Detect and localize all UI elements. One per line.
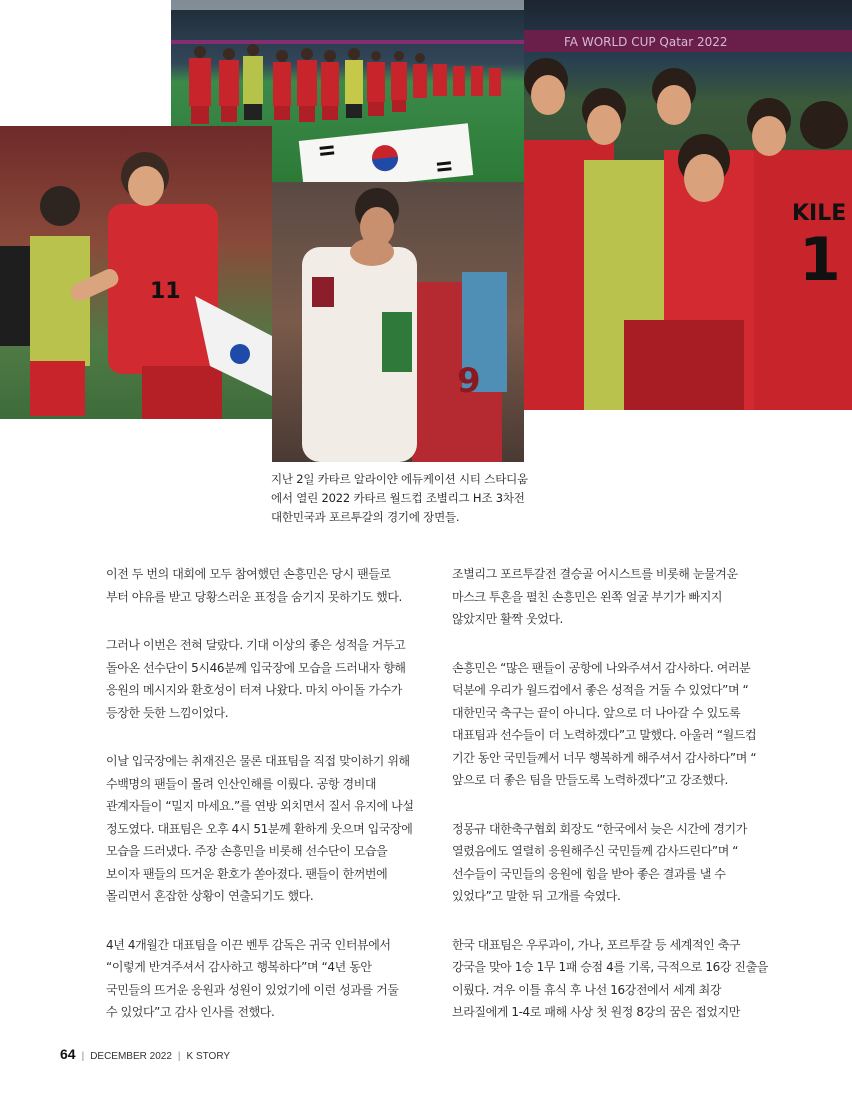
- text-line: 있었다”고 말한 뒤 고개를 숙였다.: [452, 889, 621, 903]
- svg-text:11: 11: [150, 279, 181, 304]
- text-line: 등장한 듯한 느낌이었다.: [106, 705, 229, 720]
- text-line: 한국 대표팀은 우루과이, 가나, 포르투갈 등 세계적인 축구: [452, 937, 741, 952]
- text-line: 수백명의 팬들이 몰려 인산인해를 이뤘다. 공항 경비대: [106, 776, 377, 791]
- text-line: 마스크 투혼을 펼친 손흥민은 왼쪽 얼굴 부기가 빠지지: [452, 589, 723, 604]
- caption-line: 에서 열린 2022 카타르 월드컵 조별리그 H조 3차전: [271, 491, 525, 505]
- text-line: 정몽규 대한축구협회 회장도 “한국에서 늦은 시간에 경기가: [452, 821, 747, 836]
- article-right-column: [452, 563, 782, 1050]
- paragraph: [106, 934, 436, 1024]
- paragraph: [452, 657, 782, 792]
- paragraph: [106, 563, 436, 608]
- text-line: 선수들이 국민들의 응원에 힘을 받아 좋은 결과를 낼 수: [452, 866, 726, 881]
- paragraph: [452, 563, 782, 631]
- article-left-column: [106, 563, 436, 1050]
- dejected-player-photo: [272, 182, 524, 462]
- issue-date: DECEMBER 2022: [90, 1051, 172, 1062]
- svg-text:9: 9: [457, 361, 481, 401]
- text-line: 대표팀과 선수들이 더 노력하겠다”고 말했다. 아울러 “월드컵: [452, 728, 757, 742]
- magazine-name: K STORY: [186, 1051, 231, 1062]
- text-line: 부터 야유를 받고 당황스러운 표정을 숨기지 못하기도 했다.: [106, 589, 402, 604]
- paragraph: [106, 634, 436, 724]
- footer-separator: |: [81, 1051, 85, 1062]
- paragraph: [106, 750, 436, 908]
- svg-text:1: 1: [799, 225, 841, 295]
- stadium-banner: FA WORLD CUP Qatar 2022: [564, 35, 728, 49]
- text-line: 대한민국 축구는 끝이 아니다. 앞으로 더 나아갈 수 있도록: [452, 705, 741, 720]
- text-line: 기간 동안 국민들께서 너무 행복하게 해주셔서 감사하다”며 “: [452, 750, 757, 765]
- team-huddle-photo: [524, 0, 852, 410]
- text-line: 그러나 이번은 전혀 달랐다. 기대 이상의 좋은 성적을 거두고: [106, 638, 406, 652]
- text-line: 이날 입국장에는 취재진은 물론 대표팀을 직접 맞이하기 위해: [106, 754, 410, 768]
- paragraph: [452, 818, 782, 908]
- text-line: 관계자들이 “밀지 마세요.”를 연방 외치면서 질서 유지에 나설: [106, 799, 414, 813]
- text-line: 브라질에게 1-4로 패해 사상 첫 원정 8강의 꿈은 접었지만: [452, 1005, 740, 1019]
- text-line: 열렸음에도 열렬히 응원해주신 국민들께 감사드린다”며 “: [452, 844, 739, 858]
- text-line: 이전 두 번의 대회에 모두 참여했던 손흥민은 당시 팬들로: [106, 567, 391, 581]
- page-number: 64: [60, 1046, 76, 1062]
- text-line: 이뤘다. 겨우 이틀 휴식 후 나선 16강전에서 세계 최강: [452, 982, 722, 997]
- text-line: 정도였다. 대표팀은 오후 4시 51분께 환하게 웃으며 입국장에: [106, 821, 413, 836]
- text-line: 않았지만 활짝 웃었다.: [452, 612, 563, 626]
- footer-separator: |: [177, 1051, 181, 1062]
- text-line: 응원의 메시지와 환호성이 터져 나왔다. 마치 아이돌 가수가: [106, 683, 402, 697]
- photo-caption: [271, 470, 571, 527]
- text-line: 4년 4개월간 대표팀을 이끈 벤투 감독은 귀국 인터뷰에서: [106, 937, 391, 952]
- text-line: 국민들의 뜨거운 응원과 성원이 있었기에 이런 성과를 거둘: [106, 982, 399, 997]
- text-line: 조별리그 포르투갈전 결승골 어시스트를 비롯해 눈물겨운: [452, 567, 738, 581]
- text-line: 강국을 맞아 1승 1무 1패 승점 4를 기록, 극적으로 16강 진출을: [452, 960, 769, 974]
- text-line: “이렇게 반겨주셔서 감사하고 행복하다”며 “4년 동안: [106, 960, 372, 974]
- page-footer: [60, 1046, 230, 1062]
- text-line: 수 있었다”고 감사 인사를 전했다.: [106, 1005, 275, 1019]
- text-line: 보이자 팬들의 뜨거운 환호가 쏟아졌다. 팬들이 한꺼번에: [106, 866, 388, 881]
- text-line: 모습을 드러냈다. 주장 손흥민을 비롯해 선수단이 모습을: [106, 844, 388, 858]
- caption-line: 대한민국과 포르투갈의 경기에 장면들.: [271, 510, 460, 524]
- text-line: 몰리면서 혼잡한 상황이 연출되기도 했다.: [106, 889, 314, 903]
- paragraph: [452, 934, 782, 1024]
- jersey-name: KILE: [792, 201, 847, 226]
- player-celebration-photo: [0, 126, 272, 419]
- text-line: 돌아온 선수단이 5시46분께 입국장에 모습을 드러내자 향해: [106, 660, 406, 675]
- caption-line: 지난 2일 카타르 알라이얀 에듀케이션 시티 스타디움: [271, 472, 528, 486]
- text-line: 덕분에 우리가 월드컵에서 좋은 성적을 거둘 수 있었다”며 “: [452, 683, 749, 697]
- text-line: 앞으로 더 좋은 팀을 만들도록 노력하겠다”고 강조했다.: [452, 773, 728, 787]
- text-line: 손흥민은 “많은 팬들이 공항에 나와주셔서 감사하다. 여러분: [452, 660, 751, 675]
